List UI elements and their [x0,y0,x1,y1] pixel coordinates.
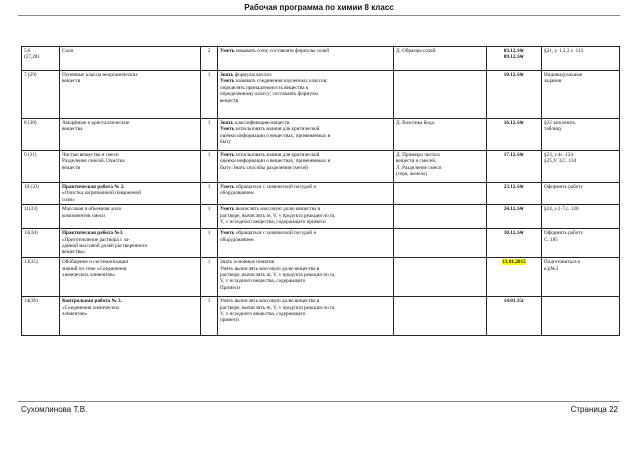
cell-plain-text: обращаться с химической посудой и [234,230,317,237]
table-row [22,297,620,336]
cell-text-line: Соли [62,48,74,54]
cell-text-line: Разделение смесей. Очистка [62,158,125,165]
lesson-number-cell [22,151,60,183]
cell-text-line: §22 заполнить [544,120,576,126]
homework-cell [542,258,620,297]
cell-plain-text: элементов» [62,311,88,318]
cell-plain-text: оборудованием [220,236,254,243]
lesson-topic-cell [60,205,201,229]
skills-cell [218,205,394,229]
cell-text-line: таблицу [544,126,562,133]
cell-plain-text: «Очистка загрязненной поваренной [62,190,142,197]
cell-text-line: задания [544,78,562,85]
cell-plain-text: обращаться с химической посудой и [234,184,317,190]
cell-text-line: химических элементов» [62,272,116,279]
hours-cell: 1 [201,71,218,119]
homework-cell [542,229,620,258]
cell-text-line: §25,У. 3,С. 134 [544,158,577,165]
lesson-topic-cell [60,258,201,297]
homework-cell [542,119,620,151]
lesson-number-cell [22,258,60,297]
cell-plain-text: определять принадлежность вещества к [220,84,309,91]
cell-text-line: С. 185 [544,236,558,243]
lesson-topic-cell [60,183,201,205]
lesson-number-cell [22,71,60,119]
table-row [22,229,620,258]
hours-cell: 1 [201,151,218,183]
cell-bold-text: Уметь [220,184,235,190]
cell-text-line: Д. Образцы солей. [396,48,437,54]
cell-bold-text: Уметь [220,230,235,237]
cell-bold-text: Контрольная работа № 3. [62,298,122,305]
hours-cell: 1 [201,258,218,297]
cell-text-line: веществ [62,164,81,171]
cell-text-line [62,311,198,317]
date-cell [487,205,542,229]
lesson-topic-cell [60,297,201,336]
cell-text-line: 10.12.14г [503,72,525,78]
demonstration-cell [394,119,487,151]
cell-text-line: 14(36) [24,298,38,305]
cell-bold-text: Практическая работа №3. [62,230,124,237]
cell-plain-text: оборудованием [220,190,254,197]
date-cell [487,119,542,151]
cell-plain-text: растворе, вычислять m, V, v продукта реакции по m, [220,212,336,219]
cell-text-line: 7 (29) [24,72,37,78]
cell-plain-text: формулы кислот. [233,72,273,78]
lesson-topic-cell [60,47,201,71]
cell-plain-text: V, v исходного вещества, содержащего [220,311,306,318]
table-row [22,258,620,297]
skills-cell [218,151,394,183]
date-cell [487,151,542,183]
cell-plain-text: называть соли; составлять формулы солей [234,48,330,54]
skills-cell [218,119,394,151]
cell-plain-text: растворе, вычислять m, V, v продукта реакции по m, [220,304,336,311]
cell-text-line: 13(35) [24,259,38,266]
cell-plain-text: «Приготовление раствора с за- [62,236,130,243]
cell-plain-text: Уметь вычислять массовую долю вещества в [220,265,320,272]
skills-cell [218,71,394,119]
cell-text-line: 14.01.15г [503,298,525,305]
cell-text-line [220,139,391,145]
cell-text-line: 11(33) [24,206,38,213]
cell-text-line [220,237,391,243]
cell-plain-text: веществ [220,97,239,104]
lesson-number-cell [22,183,60,205]
hours-cell: 1 [201,205,218,229]
table-row [22,183,620,205]
cell-plain-text: Уметь вычислять массовую долю вещества в [220,298,320,305]
homework-cell [542,183,620,205]
skills-cell [218,297,394,336]
cell-text-line: (27,28) [24,54,40,61]
demonstration-cell [394,258,487,297]
cell-plain-text: называть соединения изученных классов; [234,78,328,85]
lesson-topic-cell [60,71,201,119]
cell-text-line: веществ [62,78,81,85]
cell-text-line: Оформить работу [544,230,584,237]
demonstration-cell [394,205,487,229]
cell-plain-text: «Соединения химических [62,304,120,311]
cell-text-line: 16.12.14г [503,120,525,126]
cell-text-line: Д. Возгонка йода. [396,120,436,126]
cell-text-line: §21, у. 1,2,3 с. 113 [544,48,584,54]
skills-cell [218,258,394,297]
date-cell [487,297,542,336]
cell-plain-text: определенному классу; составлять формулы [220,91,318,98]
cell-text-line: 30.12.14г [503,230,525,237]
cell-text-line: §24, у.2-7,с. 128 [544,206,579,213]
cell-plain-text: классификацию веществ. [233,120,291,126]
demonstration-cell [394,183,487,205]
cell-text-line: Л. Разделение смеси [396,164,442,171]
hours-cell: 2 [201,47,218,71]
cell-plain-text: вычислять массовую долю вещества в [234,206,321,213]
homework-cell [542,205,620,229]
lesson-topic-cell [60,229,201,258]
cell-text-line: вещества [62,126,83,133]
cell-text-line: веществ и смесей. [396,158,437,165]
cell-text-line [62,249,198,255]
lesson-plan-table [21,46,620,336]
demonstration-cell [394,297,487,336]
hours-cell: 1 [201,119,218,151]
date-cell [487,47,542,71]
page-title: Рабочая программа по химии 8 класс [244,3,394,12]
cell-text-line [220,219,391,225]
cell-bold-text: Уметь [220,48,235,54]
cell-text-line [220,285,391,291]
cell-text-line: 8 (30) [24,120,37,126]
demonstration-cell [394,229,487,258]
cell-text-line: Массовая и объемная доля [62,206,121,213]
skills-cell [218,47,394,71]
cell-text-line [62,197,198,203]
cell-bold-text: Знать [220,120,234,126]
cell-bold-text: Знать [220,72,234,78]
cell-plain-text: использовать знания для критической [234,126,320,133]
footer-page-number: Страница 22 [570,405,618,414]
header-divider [18,15,620,16]
homework-cell [542,297,620,336]
cell-text-line: 23.12.14г [503,184,525,190]
cell-plain-text: быту. Знать способы разделения смесей [220,164,308,171]
date-cell [487,71,542,119]
cell-text-line [220,165,391,171]
cell-text-line: Основные классы неорганических [62,72,139,78]
cell-plain-text: использовать знания для критической [234,152,320,158]
cell-plain-text: Примеси [220,284,240,291]
cell-plain-text: соли» [62,196,75,203]
lesson-number-cell [22,119,60,151]
demonstration-cell [394,47,487,71]
cell-bold-text: Практическая работа № 2. [62,184,125,190]
footer-author: Сухомлинова Т.В. [21,405,88,414]
cell-plain-text: оценки информации о веществах, применяемых в [220,158,331,165]
cell-text-line: 5,6 [24,48,31,54]
table-row [22,71,620,119]
cell-text-line [220,98,391,104]
cell-text-line: 9 (31) [24,152,37,158]
cell-text-line [220,48,391,54]
cell-text-line: знаний по теме «Соединения [62,265,127,272]
cell-plain-text: V, v исходного вещества, содержащего примеси [220,219,326,226]
lesson-number-cell [22,205,60,229]
date-cell [487,229,542,258]
cell-text-line: 12(34) [24,230,38,237]
cell-bold-text: Уметь [220,78,235,85]
skills-cell [218,229,394,258]
table-row [22,119,620,151]
cell-plain-text: данной массовой долей растворенного [62,243,148,250]
hours-cell: 1 [201,183,218,205]
date-cell [487,183,542,205]
demonstration-cell [394,71,487,119]
footer-divider [18,401,620,402]
table-row [22,47,620,71]
cell-text-line: 17.12.14г [503,152,525,158]
lesson-number-cell [22,47,60,71]
cell-text-line: Подготовиться к [544,259,581,266]
lesson-topic-cell [60,151,201,183]
cell-text-line: к/р№3 [544,265,559,272]
highlighted-date: 13.01.2015 [502,259,526,266]
cell-text-line [489,259,539,265]
lesson-topic-cell [60,119,201,151]
cell-text-line: 24.12.14г [503,206,525,213]
cell-text-line [220,317,391,323]
cell-plain-text: растворе, вычислять m, V, v продукта реакции по m, [220,272,336,279]
date-cell [487,258,542,297]
cell-text-line: Чистые вещества и смеси [62,152,119,158]
table-row [22,151,620,183]
cell-text-line: 09.12.14г [503,54,525,61]
cell-text-line: компонентов смеси [62,212,105,219]
cell-text-line: 10 (32) [24,184,40,190]
hours-cell: 1 [201,229,218,258]
cell-plain-text: оценки информации о веществах, применяемых в [220,132,331,139]
hours-cell: 1 [201,297,218,336]
cell-text-line: 03.12.14г [503,48,525,54]
cell-text-line: Индивидуальные [544,72,583,78]
cell-text-line: Аморфные и кристаллические [62,120,130,126]
cell-text-line: Д. Примеры чистых [396,152,441,158]
cell-text-line: (сера, железо) [396,171,427,178]
lesson-number-cell [22,297,60,336]
cell-bold-text: Уметь [220,152,235,158]
homework-cell [542,47,620,71]
cell-plain-text: вещества» [62,249,85,256]
demonstration-cell [394,151,487,183]
cell-bold-text: Уметь [220,206,235,213]
skills-cell [218,183,394,205]
cell-text-line [220,190,391,196]
table-row [22,205,620,229]
cell-text-line: Оформить работу [544,184,584,190]
homework-cell [542,71,620,119]
lesson-number-cell [22,229,60,258]
cell-text-line: Обобщение и систематизация [62,259,128,266]
cell-plain-text: примеси [220,317,239,324]
cell-plain-text: быту [220,139,231,146]
cell-text-line: §23, у.4с. 124 [544,152,574,158]
cell-plain-text: V, v исходного вещества, содержащего [220,278,306,285]
cell-plain-text: Знать основные понятия [220,259,275,266]
homework-cell [542,151,620,183]
cell-bold-text: Уметь [220,126,235,133]
